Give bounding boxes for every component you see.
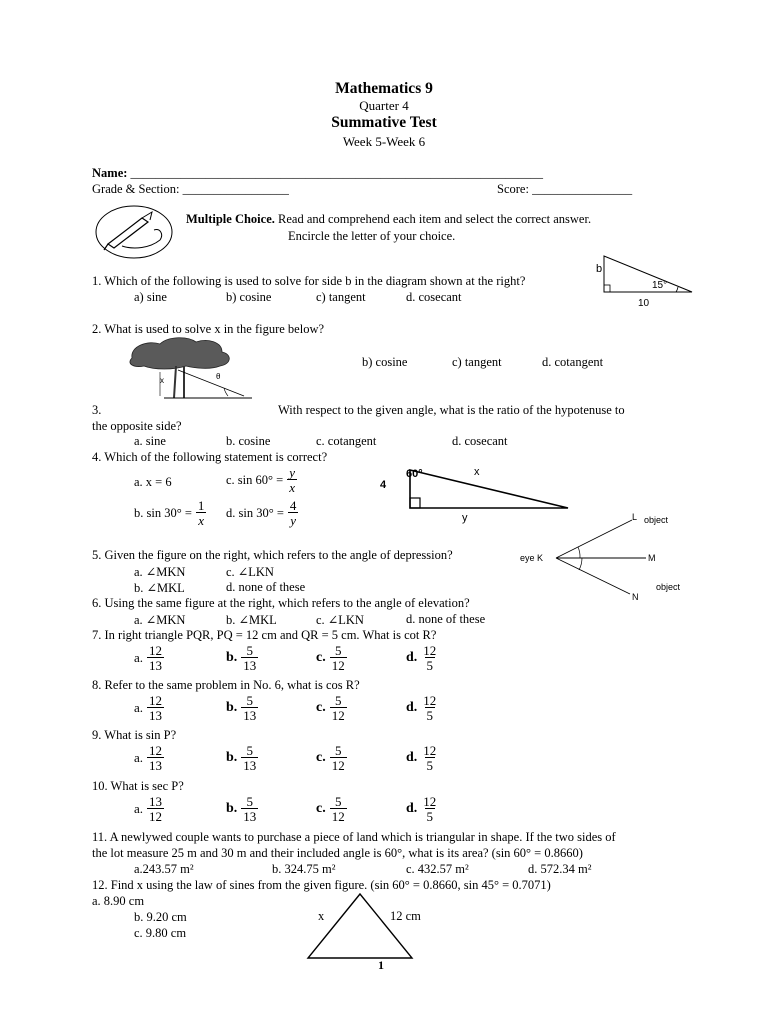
q2-fig-x: x — [160, 376, 164, 385]
q4-choice-a[interactable]: a. x = 6 — [134, 475, 172, 489]
q8-c-num: 5 — [334, 693, 342, 708]
instructions-line1 — [186, 212, 591, 227]
q1-choice-d[interactable]: d. cosecant — [406, 290, 462, 304]
q7-a-den: 13 — [149, 658, 163, 673]
name-label: Name: — [92, 166, 128, 180]
writing-hand-icon — [94, 204, 174, 260]
q9-choice-d[interactable] — [406, 744, 438, 772]
q8-d-den: 5 — [426, 708, 434, 723]
q10-b-fraction — [241, 795, 258, 823]
q10-d-label: d. — [406, 801, 418, 816]
q2-stem: 2. What is used to solve x in the figure below? — [92, 322, 325, 336]
q9-stem: 9. What is sin P? — [92, 728, 177, 742]
q4-stem: 4. Which of the following statement is correct? — [92, 450, 328, 464]
q5-choice-b[interactable]: b. ∠MKL — [134, 581, 185, 595]
q8-stem: 8. Refer to the same problem in No. 6, what is cos R? — [92, 678, 360, 692]
instructions-line2: Encircle the letter of your choice. — [288, 229, 456, 243]
q5-choice-c[interactable]: c. ∠LKN — [226, 565, 274, 579]
q4-b-den: x — [198, 513, 205, 528]
q10-a-label: a. — [134, 801, 144, 816]
q4-d-num: 4 — [289, 498, 297, 513]
q11-choice-b[interactable]: b. 324.75 m² — [272, 862, 336, 876]
q9-a-fraction — [147, 744, 164, 772]
grade-line: _________________ — [182, 182, 289, 196]
q4-fig-base: y — [462, 512, 468, 524]
q6-choice-d[interactable]: d. none of these — [406, 612, 486, 626]
name-row — [92, 166, 543, 181]
q5-fig-eye: eye K — [520, 553, 544, 563]
q9-choice-b[interactable] — [226, 744, 258, 772]
q12-fig-side: 12 cm — [390, 909, 421, 923]
q10-a-num: 13 — [149, 794, 163, 809]
instructions-bold: Multiple Choice. — [186, 212, 275, 226]
q4-d-den: y — [290, 513, 297, 528]
q1-choice-b[interactable]: b) cosine — [226, 290, 272, 304]
q9-b-label: b. — [226, 750, 238, 765]
q10-choice-a[interactable] — [134, 795, 164, 823]
name-line: __________________________________________________________________ — [130, 166, 544, 180]
q4-choice-b[interactable] — [134, 499, 206, 527]
q7-c-den: 12 — [331, 658, 345, 673]
q1-fig-angle: 15° — [652, 280, 668, 291]
q8-choice-c[interactable] — [316, 694, 347, 722]
q8-b-den: 13 — [243, 708, 257, 723]
q6-choice-c[interactable]: c. ∠LKN — [316, 613, 364, 627]
q10-choice-c[interactable] — [316, 795, 347, 823]
q4-fig-angle: 60° — [406, 468, 423, 480]
q12-triangle-figure — [300, 892, 420, 960]
q12-choice-b[interactable]: b. 9.20 cm — [134, 910, 187, 924]
q11-choice-a[interactable]: a.243.57 m² — [134, 862, 194, 876]
q12-stem: 12. Find x using the law of sines from the given figure. (sin 60° = 0.8660, sin 45° = 0.7071) — [92, 878, 551, 892]
q9-c-num: 5 — [334, 743, 342, 758]
q8-d-label: d. — [406, 700, 418, 715]
q5-fig-L: L — [632, 512, 638, 522]
q3-number: 3. — [92, 403, 102, 417]
q6-stem: 6. Using the same figure at the right, which refers to the angle of elevation? — [92, 596, 470, 610]
q9-d-den: 5 — [426, 758, 434, 773]
q7-c-num: 5 — [334, 643, 342, 658]
q10-choice-b[interactable] — [226, 795, 258, 823]
q12-choice-c[interactable]: c. 9.80 cm — [134, 926, 187, 940]
q1-stem: 1. Which of the following is used to solve for side b in the diagram shown at the right? — [92, 274, 526, 288]
q9-d-fraction — [421, 744, 438, 772]
q7-a-label: a. — [134, 650, 144, 665]
q9-a-label: a. — [134, 750, 144, 765]
q8-b-label: b. — [226, 700, 238, 715]
q5-choice-d[interactable]: d. none of these — [226, 580, 306, 594]
q10-d-num: 12 — [423, 794, 437, 809]
q10-d-fraction — [421, 795, 438, 823]
q2-fig-angle: θ — [216, 372, 221, 381]
q10-a-fraction — [147, 795, 164, 823]
q9-b-num: 5 — [246, 743, 254, 758]
q8-a-label: a. — [134, 700, 144, 715]
q8-c-fraction — [330, 694, 347, 722]
q9-a-num: 12 — [149, 743, 163, 758]
q8-c-label: c. — [316, 700, 326, 715]
q7-choice-c[interactable] — [316, 644, 347, 672]
q4-c-label: c. sin 60° = — [226, 472, 284, 487]
q4-b-fraction — [196, 499, 207, 527]
score-row — [497, 182, 632, 197]
q8-c-den: 12 — [331, 708, 345, 723]
q7-d-den: 5 — [426, 658, 434, 673]
q11-choice-d[interactable]: d. 572.34 m² — [528, 862, 592, 876]
q8-choice-d[interactable] — [406, 694, 438, 722]
q7-d-fraction — [421, 644, 438, 672]
doc-test-type: Summative Test — [331, 114, 437, 131]
q3-choice-b[interactable]: b. cosine — [226, 434, 271, 448]
q10-c-num: 5 — [334, 794, 342, 809]
q9-b-fraction — [241, 744, 258, 772]
grade-row — [92, 182, 289, 197]
q9-a-den: 13 — [149, 758, 163, 773]
q2-tree-figure — [124, 336, 256, 404]
q10-stem: 10. What is sec P? — [92, 779, 184, 793]
q2-choice-b[interactable]: b) cosine — [362, 355, 408, 369]
q7-a-fraction — [147, 644, 164, 672]
q9-c-fraction — [330, 744, 347, 772]
q4-fig-side: 4 — [380, 479, 387, 491]
q2-choice-d[interactable]: d. cotangent — [542, 355, 604, 369]
score-line: ________________ — [532, 182, 633, 196]
q1-choice-a[interactable]: a) sine — [134, 290, 167, 304]
q12-fig-x: x — [318, 909, 325, 923]
q3-stem: With respect to the given angle, what is the ratio of the hypotenuse to — [278, 403, 625, 417]
q10-b-den: 13 — [243, 809, 257, 824]
q5-fig-object-bottom: object — [656, 582, 681, 592]
q8-a-den: 13 — [149, 708, 163, 723]
doc-title: Mathematics 9 — [335, 80, 433, 97]
q3-choice-a[interactable]: a. sine — [134, 434, 166, 448]
q10-b-label: b. — [226, 801, 238, 816]
q10-choice-d[interactable] — [406, 795, 438, 823]
doc-weeks: Week 5-Week 6 — [342, 134, 426, 149]
q4-d-fraction — [288, 499, 299, 527]
q7-c-fraction — [330, 644, 347, 672]
q7-b-label: b. — [226, 650, 238, 665]
q2-choice-c[interactable]: c) tangent — [452, 355, 502, 369]
q10-c-label: c. — [316, 801, 326, 816]
q7-b-den: 13 — [243, 658, 257, 673]
q8-b-num: 5 — [246, 693, 254, 708]
q4-b-label: b. sin 30° = — [134, 505, 192, 520]
q10-b-num: 5 — [246, 794, 254, 809]
q7-c-label: c. — [316, 650, 326, 665]
q4-c-den: x — [289, 480, 295, 495]
q4-c-num: y — [289, 465, 295, 480]
q1-fig-base: 10 — [638, 298, 650, 309]
q9-choice-c[interactable] — [316, 744, 347, 772]
q11-stem: 11. A newlywed couple wants to purchase a piece of land which is triangular in shape. If the two sides of — [92, 830, 616, 844]
q4-c-fraction — [287, 466, 297, 494]
q4-choice-d[interactable] — [226, 499, 298, 527]
q7-b-num: 5 — [246, 643, 254, 658]
q10-a-den: 12 — [149, 809, 163, 824]
q5-fig-object-top: object — [644, 515, 669, 525]
doc-quarter: Quarter 4 — [359, 98, 409, 113]
q10-d-den: 5 — [426, 809, 434, 824]
page-number: 1 — [378, 958, 384, 972]
q10-c-fraction — [330, 795, 347, 823]
q10-c-den: 12 — [331, 809, 345, 824]
q7-stem: 7. In right triangle PQR, PQ = 12 cm and QR = 5 cm. What is cot R? — [92, 628, 437, 642]
q6-choice-a[interactable]: a. ∠MKN — [134, 613, 186, 627]
q9-d-label: d. — [406, 750, 418, 765]
q5-fig-N: N — [632, 592, 639, 602]
q3-choice-d[interactable]: d. cosecant — [452, 434, 508, 448]
q11-stem-cont: the lot measure 25 m and 30 m and their included angle is 60°, what is its area? (sin 60° = 0.8660) — [92, 846, 583, 860]
q1-choice-c[interactable]: c) tangent — [316, 290, 366, 304]
q9-b-den: 13 — [243, 758, 257, 773]
q8-a-fraction — [147, 694, 164, 722]
score-label: Score: — [497, 182, 529, 196]
q8-choice-a[interactable] — [134, 694, 164, 722]
q6-choice-b[interactable]: b. ∠MKL — [226, 613, 277, 627]
q12-choice-a[interactable]: a. 8.90 cm — [92, 894, 145, 908]
q5-choice-a[interactable]: a. ∠MKN — [134, 565, 186, 579]
q4-fig-hyp: x — [474, 466, 480, 478]
q7-d-num: 12 — [423, 643, 437, 658]
q1-fig-side-b: b — [596, 263, 603, 275]
q8-choice-b[interactable] — [226, 694, 258, 722]
q8-d-num: 12 — [423, 693, 437, 708]
q7-choice-b[interactable] — [226, 644, 258, 672]
q4-choice-c[interactable] — [226, 466, 297, 494]
q4-d-label: d. sin 30° = — [226, 505, 284, 520]
q7-b-fraction — [241, 644, 258, 672]
q3-stem-cont: the opposite side? — [92, 419, 182, 433]
instructions-text: Read and comprehend each item and select the correct answer. — [278, 212, 592, 226]
q5-fig-M: M — [648, 553, 656, 563]
q5-stem: 5. Given the figure on the right, which refers to the angle of depression? — [92, 548, 453, 562]
q8-d-fraction — [421, 694, 438, 722]
q9-c-den: 12 — [331, 758, 345, 773]
q9-c-label: c. — [316, 750, 326, 765]
q9-choice-a[interactable] — [134, 744, 164, 772]
q3-choice-c[interactable]: c. cotangent — [316, 434, 377, 448]
q9-d-num: 12 — [423, 743, 437, 758]
q4-triangle-figure — [404, 464, 574, 514]
q7-d-label: d. — [406, 650, 418, 665]
q7-choice-d[interactable] — [406, 644, 438, 672]
q7-choice-a[interactable] — [134, 644, 164, 672]
q4-b-num: 1 — [197, 498, 205, 513]
q7-a-num: 12 — [149, 643, 163, 658]
q11-choice-c[interactable]: c. 432.57 m² — [406, 862, 469, 876]
grade-label: Grade & Section: — [92, 182, 180, 196]
q8-a-num: 12 — [149, 693, 163, 708]
q8-b-fraction — [241, 694, 258, 722]
